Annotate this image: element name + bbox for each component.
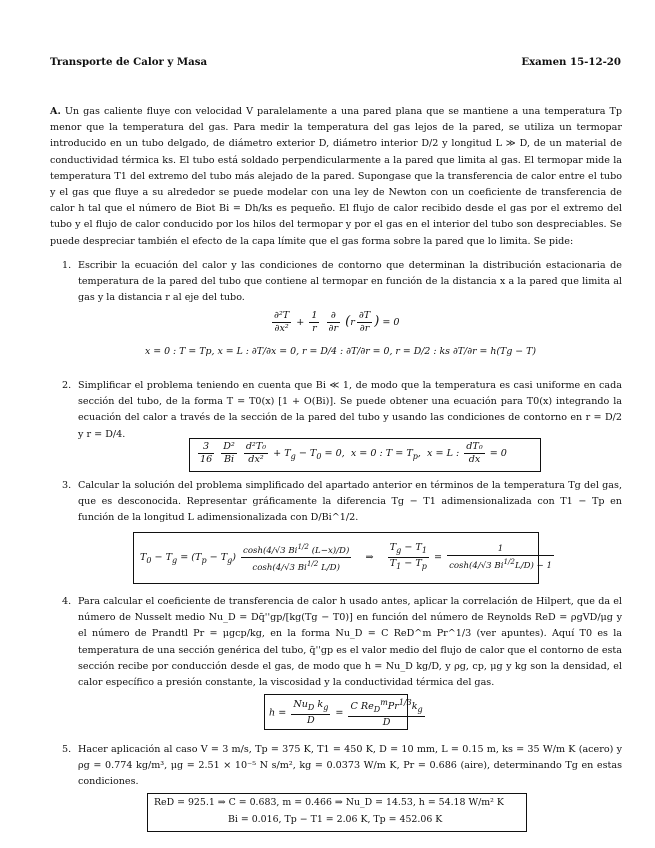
page-header	[50, 56, 621, 70]
question-2	[62, 378, 622, 443]
question-text: Hacer aplicación al caso V = 3 m/s, Tp = 375 K, T1 = 450 K, D = 10 mm, L = 0.15 m, ks = 35 W/m K (acero) y ρg = 0.774 kg/m³, μg = 2.51 × 10⁻⁵ N s/m², kg = 0.0373 W/m K, Pr = 0.686 (aire), determinando Tg en estas condiciones.	[78, 744, 622, 788]
problem-label: A.	[50, 106, 61, 117]
question-number: 1.	[62, 260, 72, 271]
question-text: Calcular la solución del problema simplificado del apartado anterior en términos de la temperatura Tg del gas, que es desconocida. Representar gráficamente la diferencia Tg − T1 adimensionalizada con T1 − Tp en función de la longitud L adimensionalizada con D/Bi^1/2.	[78, 480, 622, 524]
question-number: 3.	[62, 480, 72, 491]
course-title: Transporte de Calor y Masa	[50, 56, 208, 68]
exam-date: Examen 15-12-20	[521, 56, 621, 68]
question-text: Escribir la ecuación del calor y las condiciones de contorno que determinan la distribución estacionaria de temperatura de la pared del tubo que contiene al termopar en función de la distancia x a la pared que limita al gas y la distancia r al eje del tubo.	[78, 260, 622, 304]
question-1	[62, 258, 622, 307]
problem-text: Un gas caliente fluye con velocidad V paralelamente a una pared plana que se mantiene a una temperatura Tp menor que la temperatura del gas. Para medir la temperatura del gas lejos de la pared, se utiliza un termopar introducido en un tubo delgado, de diámetro exterior D, diámetro interior D/2 y longitud L ≫ D, de un material de conductividad térmica ks. El tubo está soldado perpendicularmente a la pared que limita al gas. El termopar mide la temperatura T1 del extremo del tubo más alejado de la pared. Supongase que la transferencia de calor entre el tubo y el gas que fluye a su alrededor se puede modelar con una ley de Newton con un coeficiente de transferencia de calor h tal que el número de Biot Bi = Dh/ks es pequeño. El flujo de calor recibido desde el gas por el extremo del tubo y el flujo de calor conducido por los hilos del termopar y por el gas en el interior del tubo son despreciables. Se puede despreciar también el efecto de la capa límite que el gas forma sobre la pared que lo limita. Se pide:	[50, 106, 622, 247]
question-text: Simplificar el problema teniendo en cuenta que Bi ≪ 1, de modo que la temperatura es casi uniforme en cada sección del tubo, de la forma T = T0(x) [1 + O(Bi)]. Se puede obtener una ecuación para T0(x) integrando la ecuación del calor a través de la sección de la pared del tubo y usando las condiciones de contorno en r = D/2 y r = D/4.	[78, 380, 622, 440]
question-5	[62, 742, 622, 791]
heat-equation: $\frac{\text{∂²T}}{\text{∂x²}}$ + $\frac{1}{r}$ $\frac{\partial}{\partial r}$ (r $\frac{\partial T}{\partial r}$ ) = 0	[274, 310, 400, 334]
answer-box-2: $\frac{3}{16}$ $\frac{\text{D²}}{Bi}$ $\frac{\text{d²T₀}}{\text{dx²}}$ + $T_g - T_0 = 0$, x = 0 : $T = T_p$, x = L : $\frac{\text{dT₀}}{dx}$ = 0	[189, 438, 541, 472]
problem-statement	[50, 104, 622, 250]
question-3	[62, 478, 622, 527]
answer-box-5	[147, 793, 527, 832]
answer-box-3: $T_0 - T_g = (T_p - T_g)$ $\frac{\cosh(4/√3 Bi^{1/2} (L-x)/D)}{\cosh(4/√3 Bi^{1/2} L/D)}$ ⇒ $\frac{T_g - T_1}{T_1 - T_p}$ = $\frac{1}{\cosh(4/√3 Bi^{1/2}L/D) - 1}$	[133, 532, 539, 584]
question-number: 5.	[62, 744, 72, 755]
result-line-2: Bi = 0.016, Tp − T1 = 2.06 K, Tp = 452.06 K	[228, 814, 443, 825]
boundary-conditions: x = 0 : T = Tp, x = L : ∂T/∂x = 0, r = D/4 : ∂T/∂r = 0, r = D/2 : ks ∂T/∂r = h(Tg − T)	[145, 346, 537, 357]
question-number: 4.	[62, 596, 72, 607]
answer-box-4: h = $\frac{Nu_D k_g}{D}$ = $\frac{C Re_D^mPr^{1/3}k_g}{D}$	[264, 694, 408, 730]
question-text: Para calcular el coeficiente de transferencia de calor h usado antes, aplicar la correlación de Hilpert, que da el número de Nusselt medio Nu_D = Dq̄''gp/[kg(Tg − T0)] en función del número de Reynolds ReD = ρgVD/μg y el número de Prandtl Pr = μgcp/kg, en la forma Nu_D = C ReD^m Pr^1/3 (ver apuntes). Aquí T0 es la temperatura de una sección genérica del tubo, q̄''gp es el valor medio del flujo de calor que el contorno de esta sección recibe por conducción desde el gas, de modo que h = Nu_D kg/D, y ρg, cp, μg y kg son la densidad, el calor específico a presión constante, la viscosidad y la conductividad térmica del gas.	[78, 596, 622, 689]
question-4	[62, 594, 622, 691]
result-line-1: ReD = 925.1 ⇒ C = 0.683, m = 0.466 ⇒ Nu_D = 14.53, h = 54.18 W/m² K	[154, 797, 504, 808]
question-number: 2.	[62, 380, 72, 391]
